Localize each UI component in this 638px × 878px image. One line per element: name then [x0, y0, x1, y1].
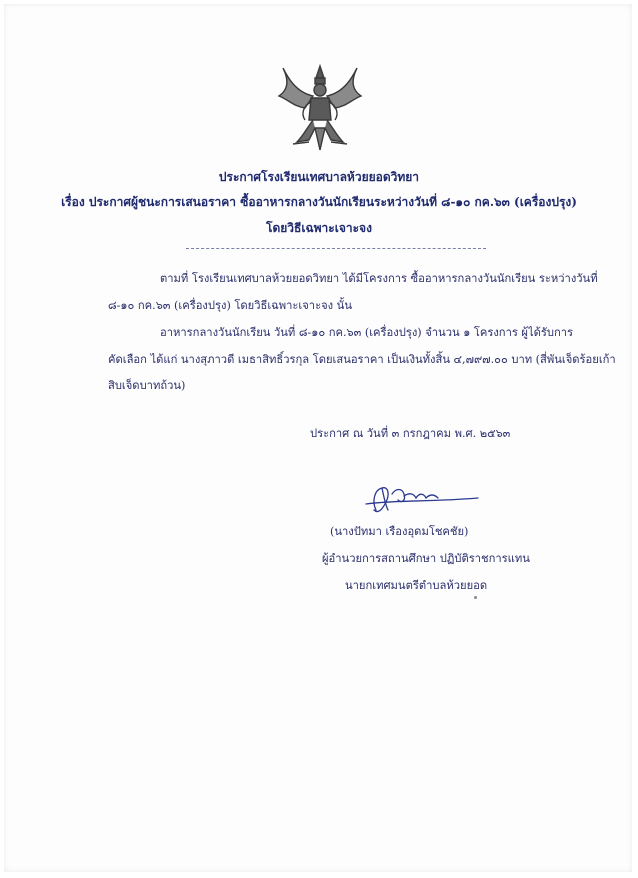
paragraph-2-line-2: คัดเลือก ได้แก่ นางสุภาวดี เมธาสิทธิ์วรกุล โดยเสนอราคา เป็นเงินทั้งสิ้น ๔,๗๙๗.๐๐ บาท (สี่พันเจ็ดร้อยเก้า [108, 353, 616, 366]
ink-speck [474, 596, 477, 599]
signatory-position-1: ผู้อำนวยการสถานศึกษา ปฏิบัติราชการแทน [322, 552, 530, 565]
handwritten-signature [362, 480, 482, 518]
announcement-subject: เรื่อง ประกาศผู้ชนะการเสนอราคา ซื้ออาหารกลางวันนักเรียนระหว่างวันที่ ๘-๑๐ กค.๖๓ (เครื่องปรุง) [61, 195, 577, 209]
procurement-method: โดยวิธีเฉพาะเจาะจง [266, 221, 372, 235]
divider [186, 248, 486, 249]
paragraph-1-line-2: ๘-๑๐ กค.๖๓ (เครื่องปรุง) โดยวิธีเฉพาะเจาะจง นั้น [108, 299, 352, 312]
garuda-emblem-icon [275, 62, 365, 154]
announcement-date: ประกาศ ณ วันที่ ๓ กรกฎาคม พ.ศ. ๒๕๖๓ [310, 427, 511, 440]
paragraph-2-line-3: สิบเจ็ดบาทถ้วน) [108, 379, 186, 392]
signatory-position-2: นายกเทศมนตรีตำบลห้วยยอด [345, 579, 488, 592]
announcement-title: ประกาศโรงเรียนเทศบาลห้วยยอดวิทยา [218, 170, 420, 184]
signatory-name: (นางปัทมา เรืองอุดมโชคชัย) [330, 525, 469, 538]
paragraph-2-line-1: อาหารกลางวันนักเรียน วันที่ ๘-๑๐ กค.๖๓ (เครื่องปรุง) จำนวน ๑ โครงการ ผู้ได้รับการ [160, 326, 574, 339]
paragraph-1-line-1: ตามที่ โรงเรียนเทศบาลห้วยยอดวิทยา ได้มีโครงการ ซื้ออาหารกลางวันนักเรียน ระหว่างวันที่ [160, 272, 598, 285]
